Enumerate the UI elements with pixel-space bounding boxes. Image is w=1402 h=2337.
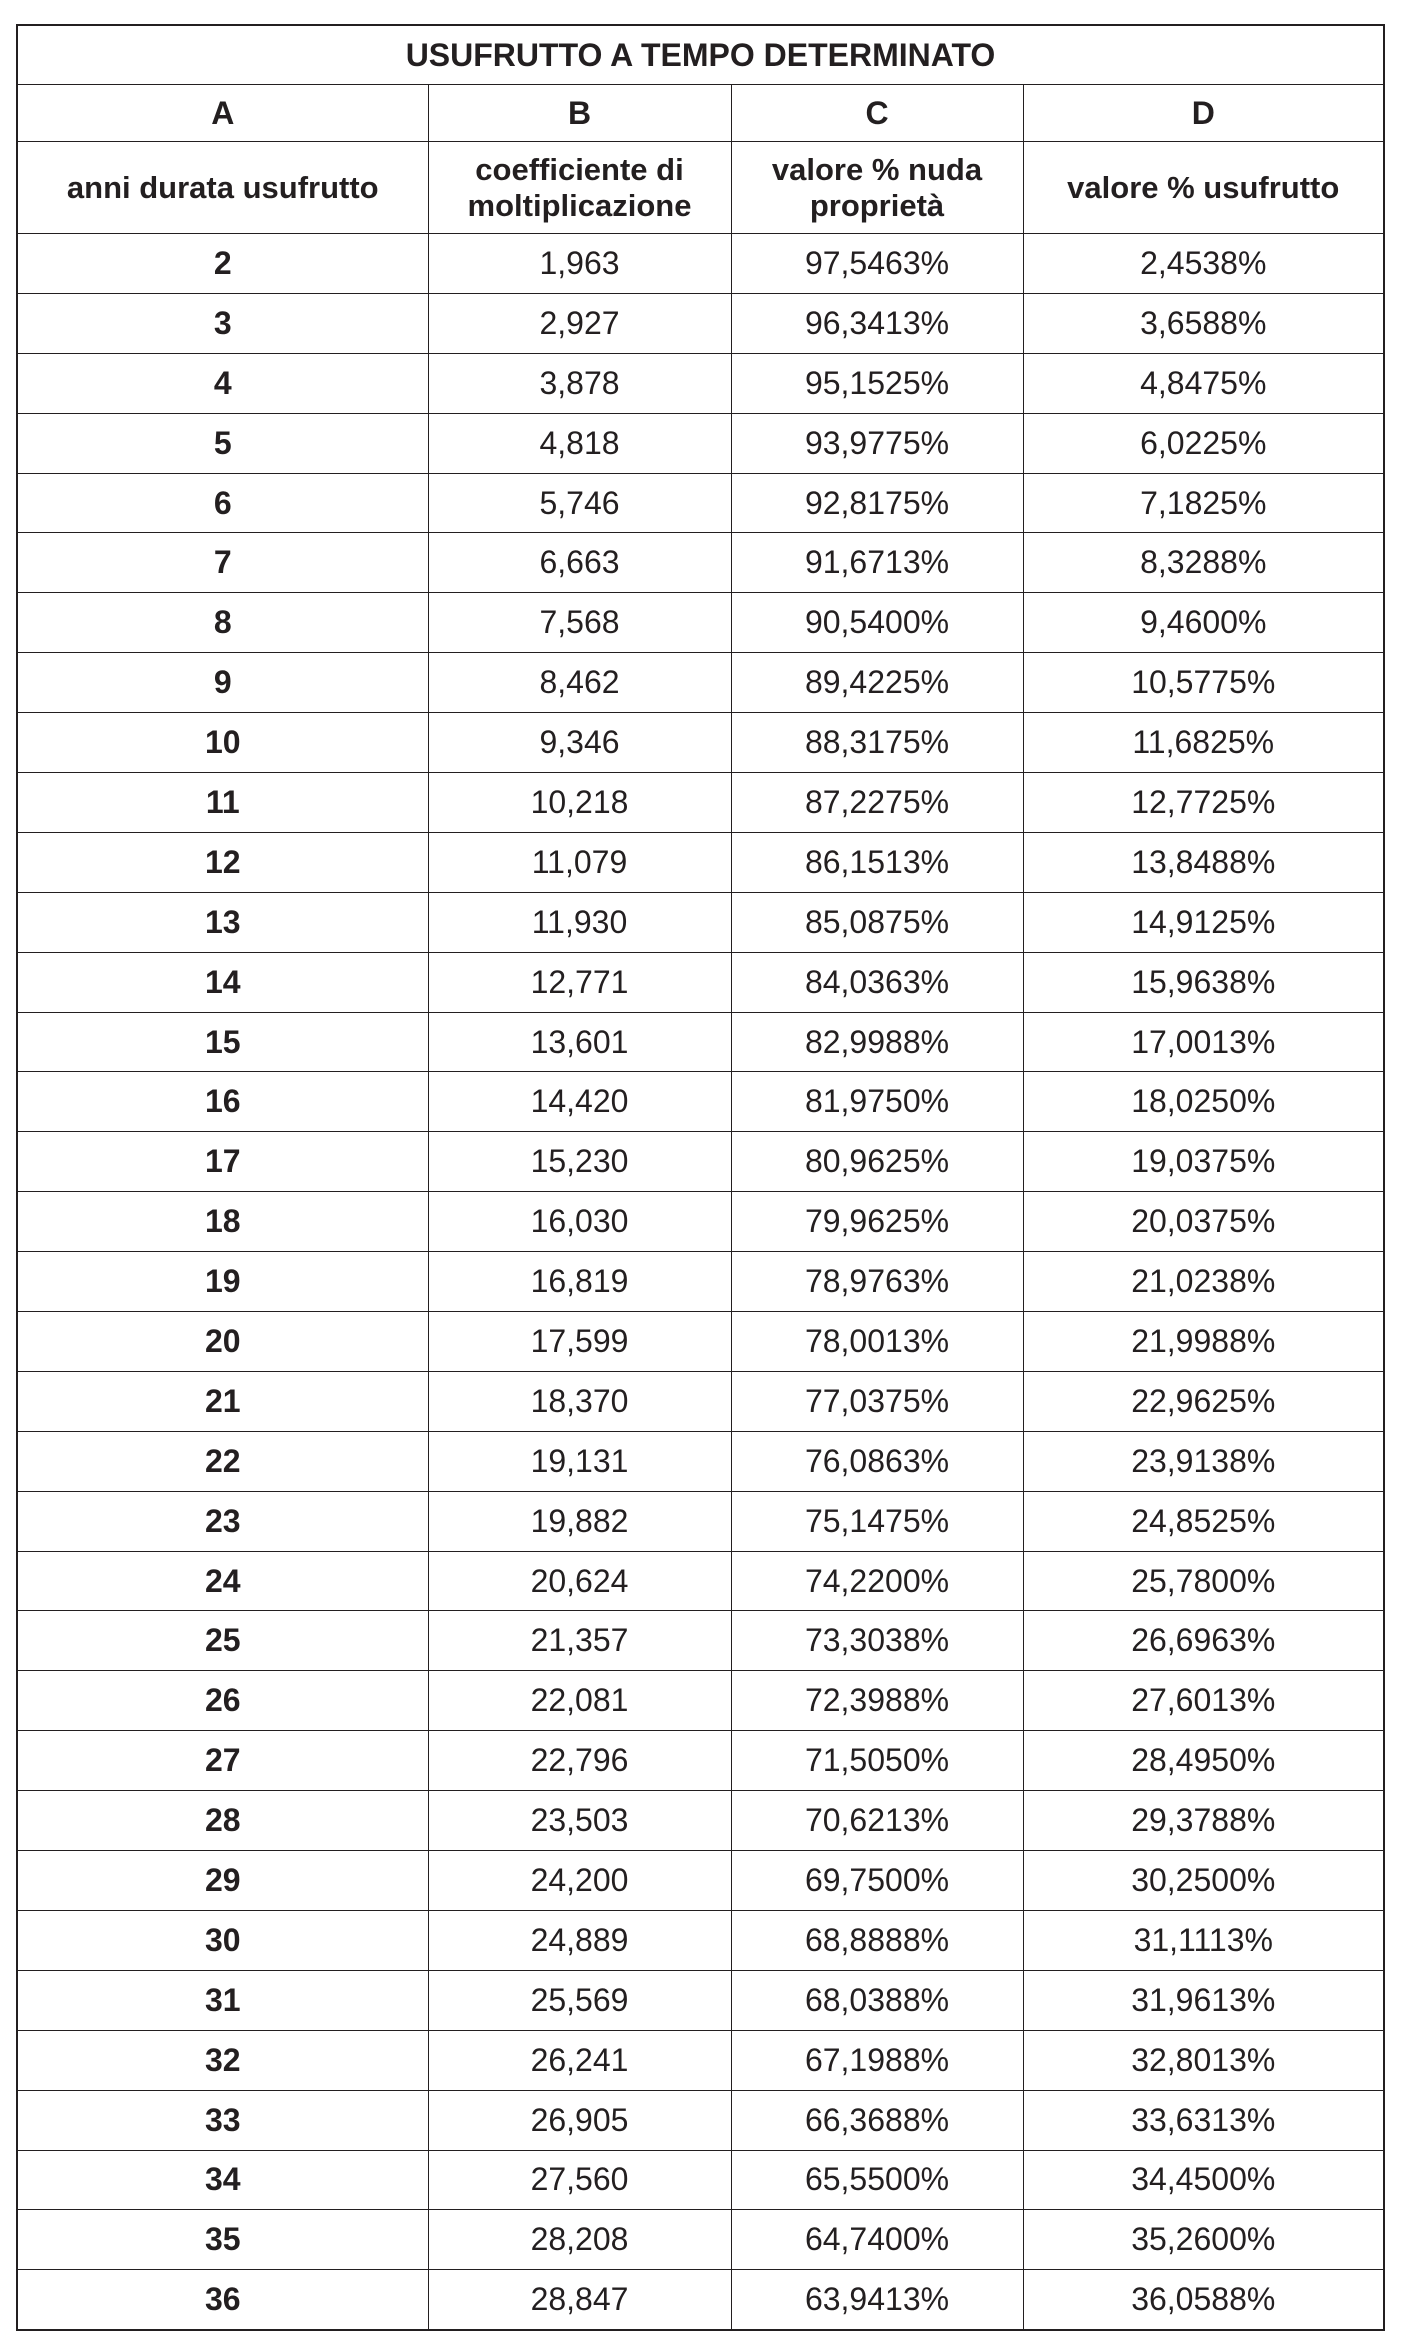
table-row	[17, 1970, 1384, 2030]
coefficiente-cell: 16,030	[428, 1192, 731, 1252]
table-row	[17, 1791, 1384, 1851]
nuda-proprieta-cell: 87,2275%	[731, 773, 1023, 833]
anni-durata-cell: 4	[17, 353, 428, 413]
usufrutto-cell: 29,3788%	[1023, 1791, 1384, 1851]
column-letter-a: A	[17, 85, 428, 142]
usufrutto-cell: 13,8488%	[1023, 832, 1384, 892]
usufrutto-cell: 21,9988%	[1023, 1312, 1384, 1372]
nuda-proprieta-cell: 77,0375%	[731, 1371, 1023, 1431]
usufrutto-cell: 20,0375%	[1023, 1192, 1384, 1252]
anni-durata-cell: 15	[17, 1012, 428, 1072]
coefficiente-cell: 24,200	[428, 1851, 731, 1911]
anni-durata-cell: 20	[17, 1312, 428, 1372]
usufrutto-cell: 32,8013%	[1023, 2030, 1384, 2090]
usufrutto-cell: 26,6963%	[1023, 1611, 1384, 1671]
anni-durata-cell: 5	[17, 413, 428, 473]
nuda-proprieta-cell: 88,3175%	[731, 713, 1023, 773]
table-row	[17, 832, 1384, 892]
usufrutto-cell: 14,9125%	[1023, 892, 1384, 952]
table-row	[17, 892, 1384, 952]
title-row	[17, 25, 1384, 85]
coefficiente-cell: 23,503	[428, 1791, 731, 1851]
table-row	[17, 293, 1384, 353]
column-descriptions-row	[17, 142, 1384, 234]
nuda-proprieta-cell: 84,0363%	[731, 952, 1023, 1012]
usufrutto-cell: 7,1825%	[1023, 473, 1384, 533]
table-row	[17, 2090, 1384, 2150]
coefficiente-cell: 16,819	[428, 1252, 731, 1312]
coefficiente-cell: 8,462	[428, 653, 731, 713]
nuda-proprieta-cell: 91,6713%	[731, 533, 1023, 593]
table-row	[17, 1012, 1384, 1072]
table-row	[17, 353, 1384, 413]
table-row	[17, 593, 1384, 653]
usufrutto-cell: 27,6013%	[1023, 1671, 1384, 1731]
anni-durata-cell: 31	[17, 1970, 428, 2030]
coefficiente-cell: 25,569	[428, 1970, 731, 2030]
usufrutto-cell: 21,0238%	[1023, 1252, 1384, 1312]
usufrutto-cell: 18,0250%	[1023, 1072, 1384, 1132]
anni-durata-cell: 28	[17, 1791, 428, 1851]
usufrutto-cell: 28,4950%	[1023, 1731, 1384, 1791]
anni-durata-cell: 30	[17, 1910, 428, 1970]
anni-durata-cell: 29	[17, 1851, 428, 1911]
anni-durata-cell: 11	[17, 773, 428, 833]
coefficiente-cell: 2,927	[428, 293, 731, 353]
coefficiente-cell: 9,346	[428, 713, 731, 773]
nuda-proprieta-cell: 75,1475%	[731, 1491, 1023, 1551]
coefficiente-cell: 6,663	[428, 533, 731, 593]
table-row	[17, 952, 1384, 1012]
table-row	[17, 473, 1384, 533]
nuda-proprieta-cell: 96,3413%	[731, 293, 1023, 353]
table-row	[17, 1611, 1384, 1671]
nuda-proprieta-cell: 68,8888%	[731, 1910, 1023, 1970]
usufrutto-cell: 6,0225%	[1023, 413, 1384, 473]
coefficiente-cell: 15,230	[428, 1132, 731, 1192]
coefficiente-cell: 4,818	[428, 413, 731, 473]
nuda-proprieta-cell: 95,1525%	[731, 353, 1023, 413]
coefficiente-cell: 10,218	[428, 773, 731, 833]
coefficiente-cell: 17,599	[428, 1312, 731, 1372]
anni-durata-cell: 7	[17, 533, 428, 593]
nuda-proprieta-cell: 65,5500%	[731, 2150, 1023, 2210]
nuda-proprieta-cell: 89,4225%	[731, 653, 1023, 713]
coefficiente-cell: 11,079	[428, 832, 731, 892]
anni-durata-cell: 33	[17, 2090, 428, 2150]
usufrutto-cell: 2,4538%	[1023, 234, 1384, 294]
coefficiente-cell: 22,796	[428, 1731, 731, 1791]
table-row	[17, 1431, 1384, 1491]
anni-durata-cell: 6	[17, 473, 428, 533]
column-letter-d: D	[1023, 85, 1384, 142]
coefficiente-cell: 13,601	[428, 1012, 731, 1072]
anni-durata-cell: 35	[17, 2210, 428, 2270]
nuda-proprieta-cell: 68,0388%	[731, 1970, 1023, 2030]
table-row	[17, 713, 1384, 773]
nuda-proprieta-cell: 78,0013%	[731, 1312, 1023, 1372]
nuda-proprieta-cell: 66,3688%	[731, 2090, 1023, 2150]
usufrutto-cell: 30,2500%	[1023, 1851, 1384, 1911]
nuda-proprieta-cell: 69,7500%	[731, 1851, 1023, 1911]
usufrutto-cell: 35,2600%	[1023, 2210, 1384, 2270]
table-title: USUFRUTTO A TEMPO DETERMINATO	[17, 25, 1384, 85]
anni-durata-cell: 36	[17, 2270, 428, 2330]
table-row	[17, 2150, 1384, 2210]
coefficiente-cell: 27,560	[428, 2150, 731, 2210]
table-row	[17, 1671, 1384, 1731]
column-header-anni-durata: anni durata usufrutto	[17, 142, 428, 234]
anni-durata-cell: 25	[17, 1611, 428, 1671]
table-row	[17, 773, 1384, 833]
anni-durata-cell: 12	[17, 832, 428, 892]
nuda-proprieta-cell: 72,3988%	[731, 1671, 1023, 1731]
table-row	[17, 1072, 1384, 1132]
column-header-usufrutto: valore % usufrutto	[1023, 142, 1384, 234]
coefficiente-cell: 28,847	[428, 2270, 731, 2330]
anni-durata-cell: 34	[17, 2150, 428, 2210]
coefficiente-cell: 19,882	[428, 1491, 731, 1551]
anni-durata-cell: 10	[17, 713, 428, 773]
coefficiente-cell: 22,081	[428, 1671, 731, 1731]
table-body	[17, 234, 1384, 2331]
column-header-nuda-proprieta: valore % nuda proprietà	[731, 142, 1023, 234]
nuda-proprieta-cell: 85,0875%	[731, 892, 1023, 952]
usufrutto-cell: 23,9138%	[1023, 1431, 1384, 1491]
table-row	[17, 1252, 1384, 1312]
column-letter-c: C	[731, 85, 1023, 142]
anni-durata-cell: 18	[17, 1192, 428, 1252]
usufrutto-cell: 12,7725%	[1023, 773, 1384, 833]
coefficiente-cell: 7,568	[428, 593, 731, 653]
usufrutto-table	[16, 24, 1385, 2331]
nuda-proprieta-cell: 80,9625%	[731, 1132, 1023, 1192]
nuda-proprieta-cell: 79,9625%	[731, 1192, 1023, 1252]
table-row	[17, 1132, 1384, 1192]
coefficiente-cell: 12,771	[428, 952, 731, 1012]
anni-durata-cell: 23	[17, 1491, 428, 1551]
usufrutto-cell: 17,0013%	[1023, 1012, 1384, 1072]
coefficiente-cell: 1,963	[428, 234, 731, 294]
coefficiente-cell: 14,420	[428, 1072, 731, 1132]
table-row	[17, 1312, 1384, 1372]
table-row	[17, 234, 1384, 294]
anni-durata-cell: 27	[17, 1731, 428, 1791]
table-row	[17, 1491, 1384, 1551]
table-row	[17, 2030, 1384, 2090]
table-row	[17, 533, 1384, 593]
table-header	[17, 25, 1384, 234]
usufrutto-cell: 34,4500%	[1023, 2150, 1384, 2210]
usufrutto-cell: 31,9613%	[1023, 1970, 1384, 2030]
anni-durata-cell: 9	[17, 653, 428, 713]
anni-durata-cell: 8	[17, 593, 428, 653]
coefficiente-cell: 24,889	[428, 1910, 731, 1970]
table-row	[17, 1910, 1384, 1970]
anni-durata-cell: 22	[17, 1431, 428, 1491]
usufrutto-cell: 3,6588%	[1023, 293, 1384, 353]
nuda-proprieta-cell: 70,6213%	[731, 1791, 1023, 1851]
nuda-proprieta-cell: 63,9413%	[731, 2270, 1023, 2330]
nuda-proprieta-cell: 81,9750%	[731, 1072, 1023, 1132]
anni-durata-cell: 2	[17, 234, 428, 294]
nuda-proprieta-cell: 86,1513%	[731, 832, 1023, 892]
usufrutto-cell: 9,4600%	[1023, 593, 1384, 653]
table-row	[17, 2210, 1384, 2270]
nuda-proprieta-cell: 71,5050%	[731, 1731, 1023, 1791]
usufrutto-cell: 24,8525%	[1023, 1491, 1384, 1551]
nuda-proprieta-cell: 76,0863%	[731, 1431, 1023, 1491]
nuda-proprieta-cell: 64,7400%	[731, 2210, 1023, 2270]
usufrutto-cell: 15,9638%	[1023, 952, 1384, 1012]
nuda-proprieta-cell: 97,5463%	[731, 234, 1023, 294]
nuda-proprieta-cell: 67,1988%	[731, 2030, 1023, 2090]
usufrutto-cell: 19,0375%	[1023, 1132, 1384, 1192]
anni-durata-cell: 24	[17, 1551, 428, 1611]
nuda-proprieta-cell: 90,5400%	[731, 593, 1023, 653]
usufrutto-cell: 36,0588%	[1023, 2270, 1384, 2330]
table-row	[17, 413, 1384, 473]
usufrutto-cell: 8,3288%	[1023, 533, 1384, 593]
anni-durata-cell: 19	[17, 1252, 428, 1312]
usufrutto-cell: 25,7800%	[1023, 1551, 1384, 1611]
coefficiente-cell: 5,746	[428, 473, 731, 533]
anni-durata-cell: 14	[17, 952, 428, 1012]
anni-durata-cell: 21	[17, 1371, 428, 1431]
coefficiente-cell: 26,241	[428, 2030, 731, 2090]
coefficiente-cell: 26,905	[428, 2090, 731, 2150]
anni-durata-cell: 13	[17, 892, 428, 952]
anni-durata-cell: 26	[17, 1671, 428, 1731]
anni-durata-cell: 3	[17, 293, 428, 353]
usufrutto-cell: 22,9625%	[1023, 1371, 1384, 1431]
coefficiente-cell: 19,131	[428, 1431, 731, 1491]
anni-durata-cell: 17	[17, 1132, 428, 1192]
nuda-proprieta-cell: 78,9763%	[731, 1252, 1023, 1312]
coefficiente-cell: 18,370	[428, 1371, 731, 1431]
usufrutto-cell: 31,1113%	[1023, 1910, 1384, 1970]
coefficiente-cell: 28,208	[428, 2210, 731, 2270]
nuda-proprieta-cell: 73,3038%	[731, 1611, 1023, 1671]
anni-durata-cell: 32	[17, 2030, 428, 2090]
usufrutto-cell: 4,8475%	[1023, 353, 1384, 413]
usufrutto-cell: 10,5775%	[1023, 653, 1384, 713]
table-row	[17, 1371, 1384, 1431]
table-row	[17, 2270, 1384, 2330]
coefficiente-cell: 11,930	[428, 892, 731, 952]
column-header-coefficiente: coefficiente di moltiplicazione	[428, 142, 731, 234]
table-row	[17, 1192, 1384, 1252]
usufrutto-cell: 11,6825%	[1023, 713, 1384, 773]
table-row	[17, 1551, 1384, 1611]
coefficiente-cell: 3,878	[428, 353, 731, 413]
nuda-proprieta-cell: 93,9775%	[731, 413, 1023, 473]
nuda-proprieta-cell: 92,8175%	[731, 473, 1023, 533]
table-row	[17, 1731, 1384, 1791]
table-row	[17, 1851, 1384, 1911]
column-letters-row	[17, 85, 1384, 142]
coefficiente-cell: 20,624	[428, 1551, 731, 1611]
nuda-proprieta-cell: 74,2200%	[731, 1551, 1023, 1611]
column-letter-b: B	[428, 85, 731, 142]
coefficiente-cell: 21,357	[428, 1611, 731, 1671]
table-row	[17, 653, 1384, 713]
usufrutto-cell: 33,6313%	[1023, 2090, 1384, 2150]
nuda-proprieta-cell: 82,9988%	[731, 1012, 1023, 1072]
anni-durata-cell: 16	[17, 1072, 428, 1132]
